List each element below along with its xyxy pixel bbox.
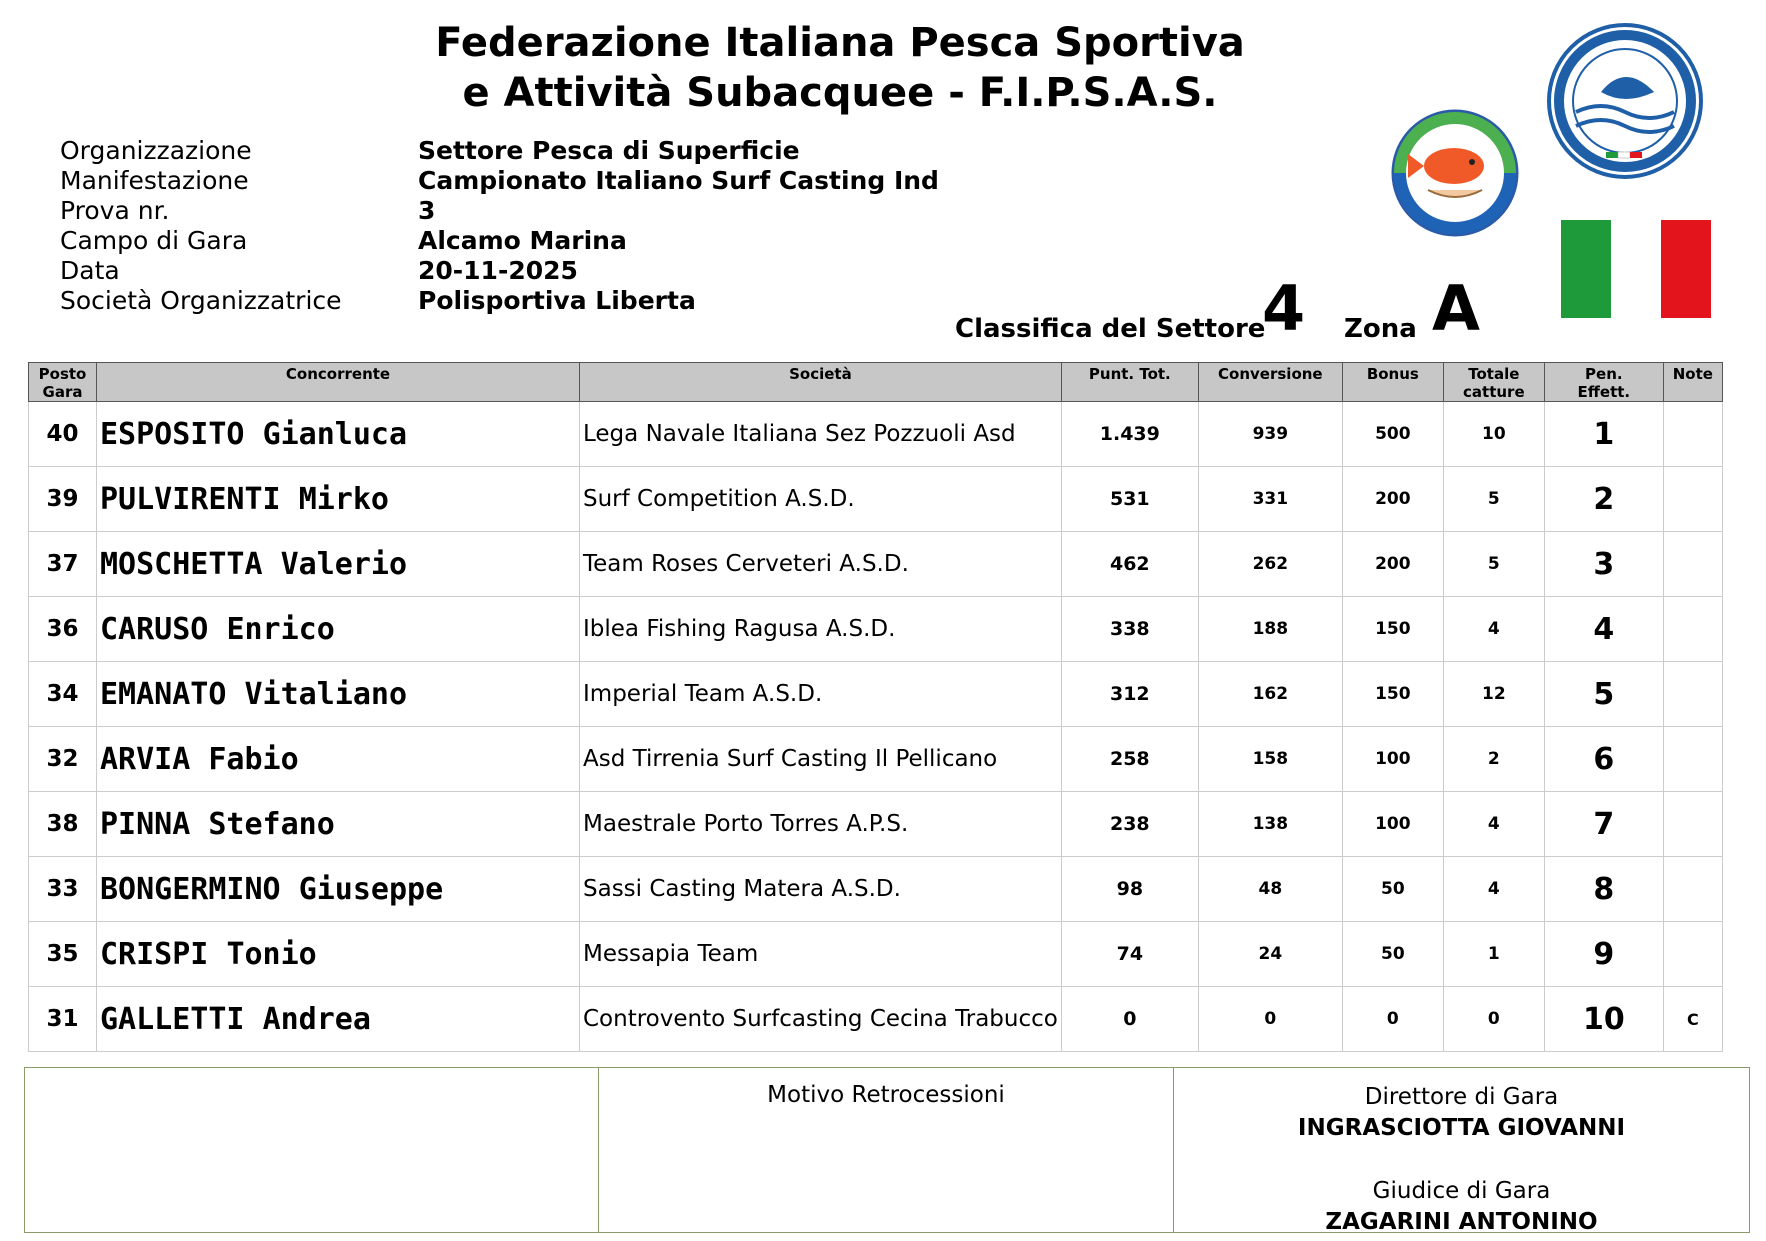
cognome: EMANATO xyxy=(100,676,227,712)
concorrente-cell xyxy=(97,662,580,727)
concorrente-cell xyxy=(97,987,580,1052)
note-cell: C xyxy=(1663,987,1722,1052)
nome: Valerio xyxy=(280,546,408,582)
header-societa: Società xyxy=(580,363,1062,402)
nome: Mirko xyxy=(298,481,389,517)
note-cell xyxy=(1663,597,1722,662)
concorrente-cell xyxy=(97,532,580,597)
catture-cell: 0 xyxy=(1443,987,1544,1052)
concorrente-cell xyxy=(97,597,580,662)
settore-value: 4 xyxy=(1262,272,1306,345)
societa-cell: Sassi Casting Matera A.S.D. xyxy=(580,857,1062,922)
concorrente-cell xyxy=(97,857,580,922)
punt-tot-cell: 238 xyxy=(1061,792,1198,857)
conversione-cell: 48 xyxy=(1198,857,1342,922)
info-value-manifestazione: Campionato Italiano Surf Casting Ind xyxy=(418,166,939,195)
info-value-societa-organizzatrice: Polisportiva Liberta xyxy=(418,286,696,315)
concorrente-cell xyxy=(97,792,580,857)
table-row xyxy=(29,402,1723,467)
conversione-cell: 138 xyxy=(1198,792,1342,857)
conversione-cell: 188 xyxy=(1198,597,1342,662)
info-value-organizzazione: Settore Pesca di Superficie xyxy=(418,136,800,165)
societa-cell: Lega Navale Italiana Sez Pozzuoli Asd xyxy=(580,402,1062,467)
info-label-campo: Campo di Gara xyxy=(60,226,248,255)
table-row xyxy=(29,662,1723,727)
header-punt-tot: Punt. Tot. xyxy=(1061,363,1198,402)
catture-cell: 4 xyxy=(1443,792,1544,857)
footer-blank-cell xyxy=(25,1068,599,1232)
pen-effett-cell: 10 xyxy=(1544,987,1663,1052)
conversione-cell: 331 xyxy=(1198,467,1342,532)
table-row xyxy=(29,792,1723,857)
bonus-cell: 0 xyxy=(1342,987,1443,1052)
federation-title-line2: e Attività Subacquee - F.I.P.S.A.S. xyxy=(462,70,1218,116)
note-cell xyxy=(1663,922,1722,987)
cognome: BONGERMINO xyxy=(100,871,281,907)
nome: Fabio xyxy=(208,741,299,777)
italian-flag xyxy=(1561,220,1711,318)
pen-effett-cell: 7 xyxy=(1544,792,1663,857)
cognome: CRISPI xyxy=(100,936,209,972)
posto-cell: 40 xyxy=(29,402,97,467)
pen-effett-cell: 3 xyxy=(1544,532,1663,597)
note-cell xyxy=(1663,532,1722,597)
bonus-cell: 50 xyxy=(1342,857,1443,922)
catture-cell: 4 xyxy=(1443,857,1544,922)
nome: Vitaliano xyxy=(244,676,408,712)
pen-effett-cell: 2 xyxy=(1544,467,1663,532)
cognome: PINNA xyxy=(100,806,191,842)
punt-tot-cell: 0 xyxy=(1061,987,1198,1052)
note-cell xyxy=(1663,857,1722,922)
note-cell xyxy=(1663,467,1722,532)
cognome: PULVIRENTI xyxy=(100,481,281,517)
info-label-prova: Prova nr. xyxy=(60,196,170,225)
table-row xyxy=(29,987,1723,1052)
giudice-name: ZAGARINI ANTONINO xyxy=(1325,1209,1598,1235)
catch-release-logo xyxy=(1390,108,1520,238)
pen-effett-cell: 6 xyxy=(1544,727,1663,792)
bonus-cell: 150 xyxy=(1342,662,1443,727)
note-cell xyxy=(1663,727,1722,792)
zona-value: A xyxy=(1432,272,1480,345)
cognome: GALLETTI xyxy=(100,1001,245,1037)
pen-effett-cell: 4 xyxy=(1544,597,1663,662)
conversione-cell: 24 xyxy=(1198,922,1342,987)
footer-officials-cell xyxy=(1174,1068,1749,1235)
info-value-campo: Alcamo Marina xyxy=(418,226,627,255)
posto-cell: 32 xyxy=(29,727,97,792)
nome: Stefano xyxy=(208,806,335,842)
societa-cell: Imperial Team A.S.D. xyxy=(580,662,1062,727)
header-totale-catture: Totale catture xyxy=(1443,363,1544,402)
direttore-name: INGRASCIOTTA GIOVANNI xyxy=(1297,1115,1626,1141)
info-label-data: Data xyxy=(60,256,120,285)
punt-tot-cell: 531 xyxy=(1061,467,1198,532)
pen-effett-cell: 5 xyxy=(1544,662,1663,727)
header-posto: Posto Gara xyxy=(29,363,97,402)
posto-cell: 33 xyxy=(29,857,97,922)
pen-effett-cell: 9 xyxy=(1544,922,1663,987)
bonus-cell: 100 xyxy=(1342,792,1443,857)
concorrente-cell xyxy=(97,402,580,467)
nome: Andrea xyxy=(262,1001,371,1037)
cognome: MOSCHETTA xyxy=(100,546,263,582)
footer-box xyxy=(24,1067,1750,1233)
conversione-cell: 0 xyxy=(1198,987,1342,1052)
header-concorrente: Concorrente xyxy=(97,363,580,402)
table-header-row xyxy=(29,363,1723,402)
punt-tot-cell: 1.439 xyxy=(1061,402,1198,467)
punt-tot-cell: 98 xyxy=(1061,857,1198,922)
header-conversione: Conversione xyxy=(1198,363,1342,402)
posto-cell: 36 xyxy=(29,597,97,662)
bonus-cell: 100 xyxy=(1342,727,1443,792)
punt-tot-cell: 74 xyxy=(1061,922,1198,987)
table-row xyxy=(29,467,1723,532)
conversione-cell: 939 xyxy=(1198,402,1342,467)
catture-cell: 12 xyxy=(1443,662,1544,727)
fipsas-seal-logo xyxy=(1546,22,1704,180)
settore-label: Classifica del Settore xyxy=(955,314,1266,344)
info-value-data: 20-11-2025 xyxy=(418,256,578,285)
nome: Gianluca xyxy=(262,416,408,452)
cognome: ARVIA xyxy=(100,741,191,777)
bonus-cell: 500 xyxy=(1342,402,1443,467)
concorrente-cell xyxy=(97,922,580,987)
note-cell xyxy=(1663,792,1722,857)
bonus-cell: 200 xyxy=(1342,532,1443,597)
motivo-retrocessioni-label: Motivo Retrocessioni xyxy=(767,1082,1005,1108)
info-value-prova: 3 xyxy=(418,196,436,225)
footer-motivo-cell xyxy=(599,1068,1174,1232)
catture-cell: 5 xyxy=(1443,532,1544,597)
bonus-cell: 50 xyxy=(1342,922,1443,987)
posto-cell: 37 xyxy=(29,532,97,597)
nome: Enrico xyxy=(226,611,335,647)
catture-cell: 10 xyxy=(1443,402,1544,467)
societa-cell: Iblea Fishing Ragusa A.S.D. xyxy=(580,597,1062,662)
societa-cell: Asd Tirrenia Surf Casting Il Pellicano xyxy=(580,727,1062,792)
note-cell xyxy=(1663,662,1722,727)
societa-cell: Surf Competition A.S.D. xyxy=(580,467,1062,532)
pen-effett-cell: 1 xyxy=(1544,402,1663,467)
info-label-manifestazione: Manifestazione xyxy=(60,166,249,195)
direttore-label: Direttore di Gara xyxy=(1364,1084,1559,1110)
info-label-societa-organizzatrice: Società Organizzatrice xyxy=(60,286,342,315)
societa-cell: Maestrale Porto Torres A.P.S. xyxy=(580,792,1062,857)
punt-tot-cell: 258 xyxy=(1061,727,1198,792)
nome: Tonio xyxy=(226,936,317,972)
concorrente-cell xyxy=(97,727,580,792)
cognome: ESPOSITO xyxy=(100,416,245,452)
header-note: Note xyxy=(1663,363,1722,402)
table-row xyxy=(29,857,1723,922)
posto-cell: 35 xyxy=(29,922,97,987)
concorrente-cell xyxy=(97,467,580,532)
societa-cell: Messapia Team xyxy=(580,922,1062,987)
societa-cell: Controvento Surfcasting Cecina Trabucco xyxy=(580,987,1062,1052)
results-table xyxy=(28,362,1723,1052)
societa-cell: Team Roses Cerveteri A.S.D. xyxy=(580,532,1062,597)
bonus-cell: 150 xyxy=(1342,597,1443,662)
punt-tot-cell: 312 xyxy=(1061,662,1198,727)
punt-tot-cell: 338 xyxy=(1061,597,1198,662)
header-pen-effett: Pen. Effett. xyxy=(1544,363,1663,402)
posto-cell: 34 xyxy=(29,662,97,727)
table-row xyxy=(29,532,1723,597)
bonus-cell: 200 xyxy=(1342,467,1443,532)
federation-title-line1: Federazione Italiana Pesca Sportiva xyxy=(435,20,1245,66)
table-row xyxy=(29,597,1723,662)
catture-cell: 2 xyxy=(1443,727,1544,792)
giudice-label: Giudice di Gara xyxy=(1372,1178,1551,1204)
catture-cell: 1 xyxy=(1443,922,1544,987)
nome: Giuseppe xyxy=(298,871,444,907)
table-row xyxy=(29,727,1723,792)
conversione-cell: 162 xyxy=(1198,662,1342,727)
catture-cell: 4 xyxy=(1443,597,1544,662)
zona-label: Zona xyxy=(1344,314,1417,344)
posto-cell: 31 xyxy=(29,987,97,1052)
conversione-cell: 262 xyxy=(1198,532,1342,597)
posto-cell: 39 xyxy=(29,467,97,532)
table-row xyxy=(29,922,1723,987)
pen-effett-cell: 8 xyxy=(1544,857,1663,922)
info-label-organizzazione: Organizzazione xyxy=(60,136,252,165)
header-bonus: Bonus xyxy=(1342,363,1443,402)
posto-cell: 38 xyxy=(29,792,97,857)
punt-tot-cell: 462 xyxy=(1061,532,1198,597)
conversione-cell: 158 xyxy=(1198,727,1342,792)
cognome: CARUSO xyxy=(100,611,209,647)
catture-cell: 5 xyxy=(1443,467,1544,532)
note-cell xyxy=(1663,402,1722,467)
